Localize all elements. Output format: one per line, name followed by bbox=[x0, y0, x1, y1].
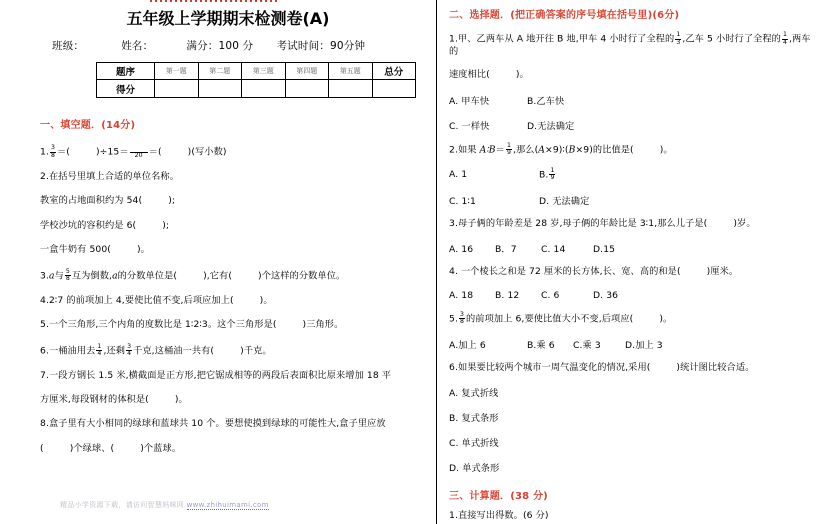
fraction-numerator: 1 bbox=[550, 166, 555, 174]
option-a[interactable]: A. 16 bbox=[449, 244, 474, 256]
fraction-denominator: 8 bbox=[459, 318, 465, 326]
fraction-1-9 bbox=[506, 143, 512, 157]
q4-end: )。 bbox=[259, 294, 273, 306]
question-2-4 bbox=[449, 266, 817, 278]
fraction-numerator: 5 bbox=[65, 267, 70, 275]
section2-heading bbox=[449, 6, 817, 21]
question-2-4-options bbox=[449, 290, 817, 301]
q8-text-c: )个蓝球。 bbox=[140, 442, 182, 454]
q6-text-mid: ,还剩 bbox=[103, 344, 126, 356]
question-2-1-options-row1 bbox=[449, 93, 817, 107]
question-2-6-option-d bbox=[449, 460, 817, 474]
q4-end: )厘米。 bbox=[706, 266, 739, 278]
fraction-1-4 bbox=[96, 344, 102, 358]
option-d[interactable]: D. 36 bbox=[593, 289, 619, 301]
fraction-denominator: 4 bbox=[782, 38, 787, 46]
q5-text: 的前项加上 6,要使比值大小不变,后项应( bbox=[466, 313, 634, 325]
question-2-6-option-c bbox=[449, 435, 817, 449]
right-column bbox=[437, 0, 823, 524]
q2-end: )。 bbox=[659, 144, 673, 156]
question-1-2: 2.在括号里填上合适的单位名称。 bbox=[40, 171, 179, 182]
fraction-denominator: 3 bbox=[676, 38, 681, 46]
q7-end: )。 bbox=[174, 393, 188, 405]
q1-text-c: ,两车的 bbox=[449, 33, 811, 57]
q1-line2-end: )。 bbox=[515, 69, 529, 81]
section2-sub: (把正确答案的序号填在括号里) bbox=[510, 10, 653, 21]
fraction-numerator: 3 bbox=[127, 342, 132, 350]
fraction-3-8 bbox=[459, 312, 465, 326]
q7-text-l2: 方厘米,每段钢材的体积是( bbox=[40, 393, 149, 405]
q3-variable-a: a bbox=[48, 270, 55, 282]
q1-text-line2: 速度相比( bbox=[449, 69, 490, 81]
q3-text-b: 的分数单位是( bbox=[117, 270, 178, 282]
question-2-2-options-row1 bbox=[449, 168, 817, 182]
question-1-2b bbox=[40, 220, 430, 232]
q4-text: 4. 一个棱长之和是 72 厘米的长方体,长、宽、高的和是( bbox=[449, 266, 681, 278]
score-cell[interactable] bbox=[372, 80, 416, 98]
question-2-5 bbox=[449, 312, 817, 326]
question-1-6 bbox=[40, 344, 430, 358]
section3-heading bbox=[449, 487, 817, 502]
question-1-7-line2 bbox=[40, 394, 430, 406]
question-2-2-options-row2 bbox=[449, 193, 817, 207]
option-c[interactable]: C. 一样快 bbox=[449, 120, 490, 132]
question-1-4 bbox=[40, 295, 430, 307]
section1-points: (14分) bbox=[101, 120, 136, 131]
question-2-6 bbox=[449, 362, 817, 374]
section-fill-in-blanks bbox=[0, 116, 436, 455]
question-1-5 bbox=[40, 319, 430, 331]
score-table-header-cell: 第四题 bbox=[285, 63, 329, 80]
option-d[interactable]: D. 单式条形 bbox=[449, 463, 500, 475]
question-2-6-option-a bbox=[449, 385, 817, 399]
question-1-8-line2 bbox=[40, 443, 430, 455]
q2-text-e: ×9)的比值是( bbox=[575, 144, 634, 156]
q3-text-a: 互为倒数, bbox=[71, 270, 113, 282]
question-1-1 bbox=[40, 145, 430, 159]
watermark-footer bbox=[60, 500, 269, 510]
score-table-header-cell: 第三题 bbox=[242, 63, 286, 80]
q3-text-d: )个这样的分数单位。 bbox=[258, 270, 346, 282]
watermark-url: www.zhihuimami.com bbox=[186, 501, 269, 509]
option-a[interactable]: A. 18 bbox=[449, 289, 474, 301]
q2c-end: )。 bbox=[136, 244, 150, 256]
option-b-label: B. bbox=[539, 169, 549, 181]
score-table-header-cell: 第五题 bbox=[329, 63, 373, 80]
score-cell[interactable] bbox=[329, 80, 373, 98]
question-2-2 bbox=[449, 143, 817, 157]
option-c[interactable]: C. 单式折线 bbox=[449, 438, 499, 450]
question-2-1-line1 bbox=[449, 32, 817, 58]
q1-text-a: ＝( bbox=[57, 146, 70, 158]
option-a[interactable]: A.加上 6 bbox=[449, 339, 486, 351]
score-table-header-cell: 题序 bbox=[97, 63, 155, 80]
fraction-1-3 bbox=[675, 32, 681, 46]
fraction-denominator: 4 bbox=[97, 350, 102, 358]
score-table bbox=[96, 62, 416, 98]
q8-text-b: )个绿球、( bbox=[69, 442, 115, 454]
section2-points: (6分) bbox=[652, 10, 680, 21]
q2a-text: 教室的占地面积约为 54( bbox=[40, 195, 143, 207]
score-row-label: 得分 bbox=[97, 80, 155, 98]
fraction-1-9 bbox=[549, 168, 555, 182]
table-row bbox=[97, 63, 416, 80]
section3-title: 三、计算题． bbox=[449, 491, 511, 503]
score-table-header-cell: 第二题 bbox=[198, 63, 242, 80]
section1-heading bbox=[40, 116, 430, 131]
question-1-2a bbox=[40, 195, 430, 207]
q8-text-a: ( bbox=[40, 442, 44, 454]
option-b[interactable]: B.乘 6 bbox=[527, 339, 555, 351]
page-title: 五年级上学期期末检测卷(A) bbox=[126, 9, 330, 28]
question-1-3 bbox=[40, 269, 430, 283]
option-c[interactable]: C. 14 bbox=[541, 244, 566, 256]
fraction-denominator: 4 bbox=[127, 350, 132, 358]
option-c[interactable]: C. 6 bbox=[541, 289, 560, 301]
q2-text-c: ,那么( bbox=[512, 144, 539, 156]
q3-number: 3. bbox=[40, 270, 49, 282]
question-2-1-line2 bbox=[449, 69, 817, 81]
question-3-1: 1.直接写出得数。(6 分) bbox=[449, 510, 549, 522]
score-table-header-cell: 第一题 bbox=[155, 63, 199, 80]
option-b[interactable]: B. 12 bbox=[495, 289, 520, 301]
q1-text-b: )÷15＝ bbox=[96, 146, 129, 158]
section2-title: 二、选择题． bbox=[449, 10, 511, 21]
q2c-text: 一盒牛奶有 500( bbox=[40, 244, 111, 256]
q1-text-d: )(写小数) bbox=[187, 146, 227, 158]
option-d[interactable]: D.加上 3 bbox=[625, 339, 663, 351]
q6-text-a: 千克,这桶油一共有( bbox=[133, 344, 215, 356]
option-a[interactable]: A. 1 bbox=[449, 169, 468, 181]
q3-text-c: ),它有( bbox=[203, 270, 233, 282]
q6-text-pre: 6.一桶油用去 bbox=[40, 344, 96, 356]
fraction-denominator: 8 bbox=[50, 151, 56, 159]
score-cell[interactable] bbox=[155, 80, 199, 98]
score-cell[interactable] bbox=[242, 80, 286, 98]
section3-points: (38 分) bbox=[510, 491, 548, 503]
question-2-3 bbox=[449, 218, 817, 230]
q2b-end: ); bbox=[162, 219, 170, 231]
fraction-numerator: 1 bbox=[676, 31, 681, 38]
question-2-5-options bbox=[449, 337, 817, 351]
question-1-2c bbox=[40, 244, 430, 256]
section1-title: 一、填空题． bbox=[40, 120, 102, 131]
q1-text-a: 1.甲、乙两车从 A 地开往 B 地,甲车 4 小时行了全程的 bbox=[449, 33, 675, 45]
score-cell[interactable] bbox=[198, 80, 242, 98]
q2-variable-ab: A∶B bbox=[479, 144, 496, 156]
q2-variable-a: A bbox=[538, 144, 546, 156]
fraction-numerator: 1 bbox=[97, 342, 102, 350]
table-row bbox=[97, 80, 416, 98]
q1-text-c: ＝( bbox=[148, 146, 162, 158]
q2b-text: 学校沙坑的容积约是 6( bbox=[40, 219, 137, 231]
question-2-1-options-row2 bbox=[449, 118, 817, 132]
q5-end: )。 bbox=[659, 313, 673, 325]
watermark-text: 精品小学资源下载，请访问智慧妈咪网 bbox=[60, 501, 187, 509]
question-1-7-line1: 7.一段方钢长 1.5 米,横截面是正方形,把它锯成相等的两段后表面积比原来增加 18 平 bbox=[40, 369, 392, 381]
fraction-numerator: 3 bbox=[459, 310, 465, 318]
q6-end: )统计图比较合适。 bbox=[676, 361, 755, 373]
fraction-1-4 bbox=[782, 32, 788, 46]
option-a[interactable]: A. 复式折线 bbox=[449, 388, 499, 400]
q2-text-b: ＝ bbox=[495, 144, 505, 156]
exam-time-label: 考试时间：90分钟 bbox=[276, 40, 366, 52]
question-2-3-options bbox=[449, 241, 817, 255]
fraction-denominator: 20 bbox=[130, 152, 148, 160]
name-label: 姓名： bbox=[121, 40, 154, 52]
option-d[interactable]: D. 无法确定 bbox=[539, 195, 590, 207]
q3-end: )岁。 bbox=[733, 217, 756, 229]
q1-text-b: ,乙车 5 小时行了全程的 bbox=[682, 33, 781, 45]
class-label: 班级： bbox=[52, 40, 85, 52]
score-cell[interactable] bbox=[285, 80, 329, 98]
question-2-6-option-b bbox=[449, 410, 817, 424]
fraction-blank-20 bbox=[130, 152, 148, 160]
option-b[interactable]: B．7 bbox=[495, 244, 517, 256]
q2-variable-b: B bbox=[568, 144, 576, 156]
q1-number: 1. bbox=[40, 146, 49, 158]
fraction-numerator: 3 bbox=[50, 144, 56, 151]
option-b[interactable] bbox=[539, 168, 556, 182]
q3-variable-a2: a bbox=[112, 270, 118, 282]
option-b[interactable]: B.乙车快 bbox=[527, 95, 565, 107]
q2a-end: ); bbox=[168, 195, 176, 207]
q5-end: )三角形。 bbox=[302, 319, 344, 331]
q3-text: 3.母子俩的年龄差是 28 岁,母子俩的年龄比是 3∶1,那么儿子是( bbox=[449, 217, 708, 229]
student-info-line bbox=[0, 38, 436, 53]
q2-text-d: ×9)∶( bbox=[545, 144, 569, 156]
fraction-numerator: 1 bbox=[506, 141, 511, 149]
score-table-header-cell: 总分 bbox=[372, 63, 416, 80]
q5-text: 5.一个三角形,三个内角的度数比是 1∶2∶3。这个三角形是( bbox=[40, 319, 277, 331]
option-d[interactable]: D.15 bbox=[593, 244, 616, 256]
full-score-label: 满分：100 分 bbox=[186, 40, 254, 52]
fraction-3-4 bbox=[126, 344, 132, 358]
q6-end: )千克。 bbox=[240, 344, 272, 356]
fraction-denominator: 9 bbox=[550, 174, 555, 182]
q3-text-mid: 与 bbox=[54, 270, 64, 282]
q5-number: 5. bbox=[449, 313, 458, 325]
option-b[interactable]: B. 复式条形 bbox=[449, 413, 499, 425]
fraction-denominator: 8 bbox=[65, 275, 70, 283]
fraction-5-8 bbox=[65, 269, 71, 283]
option-c[interactable]: C.乘 3 bbox=[573, 339, 601, 351]
fraction-numerator: 1 bbox=[782, 31, 787, 38]
q4-text: 4.2∶7 的前项加上 4,要使比值不变,后项应加上( bbox=[40, 294, 234, 306]
fraction-3-8 bbox=[50, 145, 56, 159]
question-1-8-line1: 8.盒子里有大小相同的绿球和蓝球共 10 个。要想使摸到绿球的可能性大,盒子里应放 bbox=[40, 418, 386, 430]
option-d[interactable]: D.无法确定 bbox=[527, 120, 575, 132]
fraction-denominator: 9 bbox=[506, 149, 511, 157]
q2-text-a: 2.如果 bbox=[449, 144, 480, 156]
q6-text: 6.如果要比较两个城市一周气温变化的情况,采用( bbox=[449, 361, 651, 373]
option-c[interactable]: C. 1∶1 bbox=[449, 195, 476, 207]
option-a[interactable]: A. 甲车快 bbox=[449, 95, 490, 107]
